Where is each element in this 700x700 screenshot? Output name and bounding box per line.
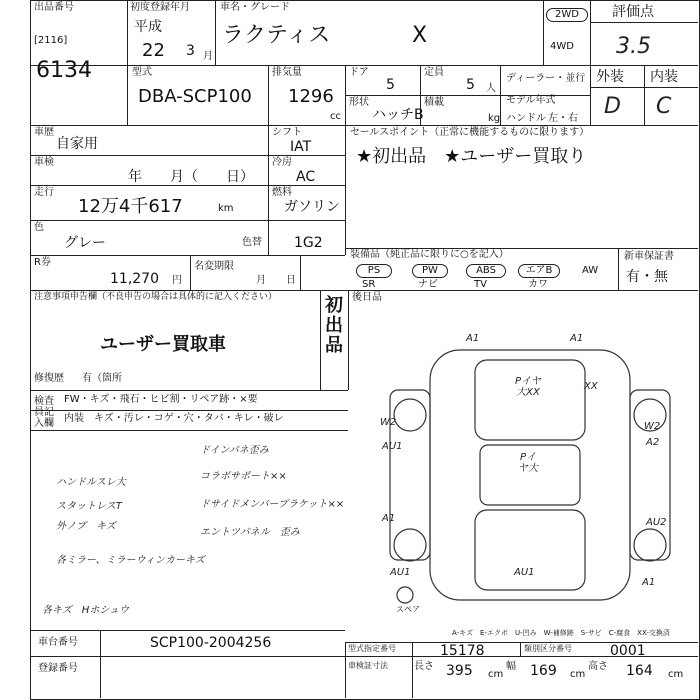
grade: X [412,23,428,48]
registration-label: 登録番号 [38,663,78,674]
user-buy-note: ユーザー買取車 [100,334,226,355]
caution-label: 注意事項申告欄（不良申告の場合は具体的に記入ください） [34,292,278,302]
width-label: 幅 [506,661,516,672]
door-label: ドア [349,67,369,78]
hand-note-5: 各キズ Hホシュウ [42,605,130,616]
era: 平成 [134,19,162,35]
exterior-grade: D [604,94,621,119]
hand-note-4: 各ミラー、ミラーウィンカーキズ [56,555,205,566]
hand-note-9: エントツパネル 歪み [200,527,300,538]
sales-point-label: セールスポイント（正常に機能するものに限ります） [350,127,590,138]
mark-xx: XX [584,381,598,392]
usage-label: 車歴 [34,127,54,138]
damage-legend: A-キズ E-エクボ U-凹み W-補修跡 S-サビ C-腐食 XX-交換済 [452,629,670,637]
equipment-label: 装備品（純正品に限りに○を記入） [350,249,509,260]
hand-note-1: ハンドルスレ大 [56,477,126,488]
color-no-value: 1G2 [294,235,323,251]
mark-a1-rear-right: A1 [642,577,656,588]
chassis-value: SCP100-2004256 [150,635,272,651]
length-label: 長さ [414,661,434,672]
dealer-label: ディーラー・並行 [506,73,586,84]
color-no-label: 色替 [242,237,262,248]
width-unit: cm [570,669,586,680]
mark-a2-right: A2 [646,437,660,448]
mark-au1-left-front: AU1 [382,441,403,452]
equip-aw: AW [582,265,599,276]
length-value: 395 [446,663,473,679]
load-label: 積載 [424,97,444,108]
shape-value: ハッチB [372,107,424,123]
capacity-label: 定員 [424,67,444,78]
mark-a1-front-right: A1 [570,333,584,344]
usage-value: 自家用 [56,136,98,152]
month-unit: 月 [203,51,213,62]
cooler-label: 冷房 [272,157,292,168]
mark-a1-left: A1 [382,513,396,524]
hand-note-6: ドインパネ歪み [200,445,269,456]
cc-unit: cc [330,111,341,122]
car-name-label: 車名・グレード [220,2,290,13]
inspection-label: 車検 [34,157,54,168]
inspection-value: 年 月（ 日） [128,169,254,185]
type-no-value: 15178 [440,643,485,659]
color-value: グレー [64,235,106,251]
inspector-row2: 内装 キズ・汚レ・コゲ・穴・タバ・キレ・破レ [64,413,284,424]
recycle-label: R券 [34,257,51,268]
first-listing-stamp: 初出品 [325,295,343,356]
model-year-label: モデル年式 [506,95,556,106]
displacement-value: 1296 [288,86,334,107]
repair-value: 有（箇所 [82,373,122,384]
door-value: 5 [386,77,395,93]
exterior-label: 外装 [596,69,624,85]
length-unit: cm [488,669,504,680]
width-value: 169 [530,663,557,679]
first-reg-label: 初度登録年月 [130,2,190,13]
hand-note-7: コラボサポート×× [200,471,287,482]
recycle-value: 11,270 [110,271,159,287]
lot-number: 6134 [36,58,92,83]
mileage-label: 走行 [34,187,54,198]
inspector-row1: FW・キズ・飛石・ヒビ割・リペア跡・×要 [64,394,258,405]
equip-airbag: エアB [518,264,560,278]
equip-sr: SR [362,279,376,290]
handle-label: ハンドル [506,113,546,124]
mark-au1-rear: AU1 [514,567,535,578]
color-label: 色 [34,222,44,233]
mark-a1-front-left: A1 [466,333,480,344]
mark-w2-right: W2 [644,421,661,432]
equip-pw: PW [412,264,448,278]
warranty-label: 新車保証書 [624,251,674,262]
person-unit: 人 [486,83,496,94]
shape-label: 形状 [349,97,369,108]
repair-label: 修復歴 [34,373,64,384]
interior-label: 内装 [650,69,678,85]
after-label: 後日品 [352,292,382,303]
class-no-label: 類別区分番号 [524,644,572,653]
score-value: 3.5 [616,34,651,59]
height-label: 高さ [588,661,608,672]
equip-ps: PS [356,264,392,278]
height-value: 164 [626,663,653,679]
hand-note-3: 外ノブ キズ [56,521,116,532]
reg-month: 3 [186,43,195,59]
hand-note-8: ドサイドメンバーブラケット×× [200,499,345,510]
displacement-label: 排気量 [272,67,302,78]
fuel-value: ガソリン [284,199,340,215]
hand-note-2: スタットレスT [56,501,122,512]
lot-label: 出品番号 [34,2,74,13]
fuel-label: 燃料 [272,187,292,198]
yen-unit: 円 [172,275,182,286]
capacity-value: 5 [466,77,475,93]
drive-4wd: 4WD [550,41,574,52]
model-label: 型式 [132,67,152,78]
equip-abs: ABS [466,264,506,278]
sales-point-value: ★初出品 ★ユーザー買取り [356,146,587,167]
lot-code: [2116] [34,35,68,46]
type-no-label: 型式指定番号 [348,644,396,653]
mileage-value: 12万4千617 [78,196,183,217]
chassis-label: 車台番号 [38,637,78,648]
deadline-value: 月 日 [256,275,296,286]
shift-value: IAT [290,139,312,155]
equip-leather: カワ [528,279,548,290]
reg-year: 22 [142,40,165,61]
cooler-value: AC [296,169,316,185]
equip-navi: ナビ [418,279,438,290]
size-label: 車検証寸法 [348,661,388,670]
handle-value: 左・右 [548,113,578,124]
mark-au2-right: AU2 [646,517,667,528]
shift-label: シフト [272,127,302,138]
kg-unit: kg [488,113,501,124]
spare-label: スペア [396,605,420,614]
model-value: DBA-SCP100 [138,86,252,107]
km-unit: km [218,203,234,214]
name-change-label: 名変期限 [194,261,234,272]
mark-hood: Pイヤ大XX [514,376,542,398]
score-label: 評価点 [612,4,654,20]
class-no-value: 0001 [610,643,646,659]
mark-w2-left: W2 [380,417,397,428]
equip-tv: TV [474,279,487,290]
drive-2wd: 2WD [546,8,588,22]
car-name: ラクティス [222,23,331,48]
mark-roof: Pイヤ大 [518,452,538,474]
warranty-value: 有・無 [626,269,668,285]
mark-au1-left-rear: AU1 [390,567,411,578]
interior-grade: C [656,94,672,119]
height-unit: cm [668,669,684,680]
inspector-label: 検査員記入欄 [34,396,54,429]
